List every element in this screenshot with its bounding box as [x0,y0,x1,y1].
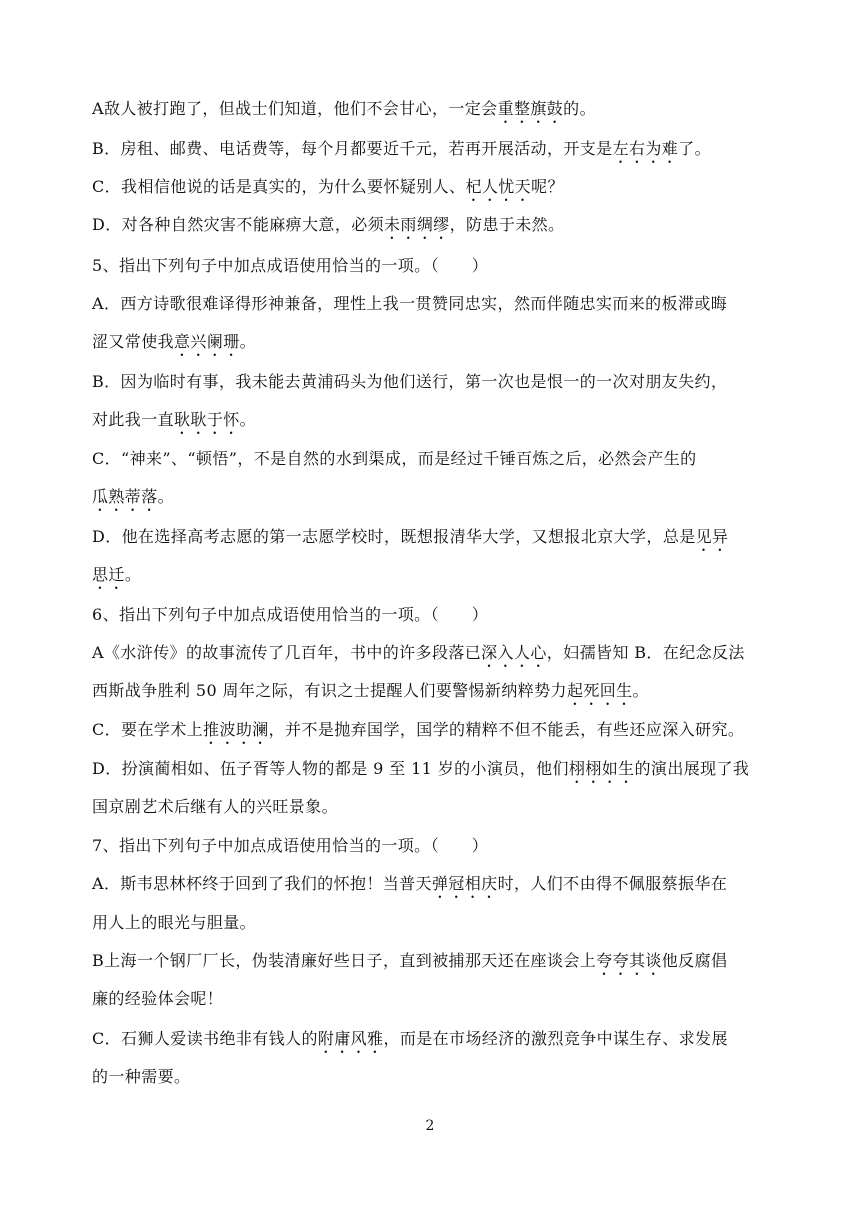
emphasized-idiom: 栩栩如生 [568,759,635,778]
text-segment: 。 [124,565,142,584]
text-line [92,293,727,315]
text-line [92,255,488,277]
emphasized-idiom: 未雨绸缪 [384,215,450,234]
emphasized-idiom: 杞人忧天 [465,177,532,196]
text-segment: ，防患于未然。 [449,215,565,234]
text-segment: C．我相信他说的话是真实的，为什么要怀疑别人、 [92,177,466,196]
text-line [92,950,727,979]
text-segment: B上海一个钢厂厂长，伪装清廉好些日子，直到被捕那天还在座谈会上 [92,951,597,970]
emphasized-idiom: 意兴阑珊 [174,332,240,351]
text-segment: 5、指出下列句子中加点成语使用恰当的一项。（ ） [92,256,489,275]
text-segment: 用人上的眼光与胆量。 [92,913,257,932]
text-line [92,98,596,127]
text-line [92,758,749,787]
text-segment: 的。 [563,99,596,118]
text-segment: 。 [157,487,175,506]
text-segment: 7、指出下列句子中加点成语使用恰当的一项。（ ） [92,836,489,855]
emphasized-idiom: 思迁 [92,565,125,584]
text-segment: A《水浒传》的故事流传了几百年，书中的许多段落已 [92,643,482,662]
text-segment: ，妇孺皆知 B．在纪念反法 [546,643,745,662]
text-line [92,1066,190,1088]
text-segment: 了。 [678,139,711,158]
text-segment: 呢？ [531,177,564,196]
emphasized-idiom: 深入人心 [481,643,547,662]
text-line [92,138,711,167]
text-line [92,680,649,709]
text-segment: 他反腐倡 [661,951,728,970]
text-segment: A．斯韦思林杯终于回到了我们的怀抱！当普天 [92,874,432,893]
text-line [92,526,728,555]
emphasized-idiom: 重整旗鼓 [497,99,564,118]
text-segment: 的一种需要。 [92,1067,191,1086]
text-segment: 的演出展现了我 [634,759,750,778]
emphasized-idiom: 左右为难 [612,139,679,158]
text-segment: D．他在选择高考志愿的第一志愿学校时，既想报清华大学，又想报北京大学，总是 [92,527,696,546]
text-line [92,486,174,515]
text-segment: B．房租、邮费、电话费等，每个月都要近千元，若再开展活动，开支是 [92,139,613,158]
text-segment: ，而是在市场经济的激烈竞争中谋生存、求发展 [383,1029,728,1048]
text-line [92,214,564,243]
text-segment: 。 [239,410,257,429]
emphasized-idiom: 夸夸其谈 [596,951,662,970]
emphasized-idiom: 瓜熟蒂落 [92,487,158,506]
emphasized-idiom: 见异 [695,527,729,546]
text-segment: 对此我一直 [92,410,175,429]
emphasized-idiom: 推波助澜 [203,720,269,739]
text-segment: 。 [632,681,649,700]
text-line [92,604,488,626]
text-segment: D．扮演蔺相如、伍子胥等人物的都是 9 至 11 岁的小演员，他们 [92,759,569,778]
text-segment: D．对各种自然灾害不能麻痹大意，必须 [92,215,385,234]
text-line [92,912,256,934]
text-line [92,371,727,393]
text-line [92,409,256,438]
text-line [92,873,727,902]
text-line [92,719,744,748]
text-segment: A．西方诗歌很难译得形神兼备，理性上我一贯赞同忠实，然而伴随忠实而来的板滞或晦 [92,294,728,313]
text-line [92,176,564,205]
page-number: 2 [425,1118,435,1134]
emphasized-idiom: 弹冠相庆 [431,874,498,893]
text-line [92,331,256,360]
text-line [92,564,141,593]
text-line [92,1028,728,1057]
text-segment: C．要在学术上 [92,720,204,739]
emphasized-idiom: 耿耿于怀 [174,410,240,429]
text-segment: C．石狮人爱读书绝非有钱人的 [92,1029,318,1048]
text-segment: 国京剧艺术后继有人的兴旺景象。 [92,797,339,816]
text-line [92,988,223,1010]
text-segment: C．“神来”、“顿悟”，不是自然的水到渠成，而是经过千锤百炼之后，必然会产生的 [92,449,697,468]
text-segment: 涩又常使我 [92,332,175,351]
text-segment: B．因为临时有事，我未能去黄浦码头为他们送行，第一次也是恨一的一次对朋友失约， [92,372,728,391]
text-line [92,642,745,671]
text-line [92,835,488,857]
text-segment: ，并不是抛弃国学，国学的精粹不但不能丢，有些还应深入研究。 [268,720,745,739]
text-segment: A敌人被打跑了，但战士们知道，他们不会甘心，一定会 [92,99,498,118]
text-line [92,448,697,470]
emphasized-idiom: 附庸风雅 [317,1029,384,1048]
text-segment: 6、指出下列句子中加点成语使用恰当的一项。（ ） [92,605,489,624]
text-segment: 廉的经验体会呢！ [92,989,224,1008]
text-segment: 。 [239,332,257,351]
text-segment: 时，人们不由得不佩服蔡振华在 [497,874,728,893]
text-segment: 西斯战争胜利 50 周年之际，有识之士提醒人们要警惕新纳粹势力 [92,681,567,700]
emphasized-idiom: 起死回生 [566,681,633,700]
text-line [92,796,338,818]
